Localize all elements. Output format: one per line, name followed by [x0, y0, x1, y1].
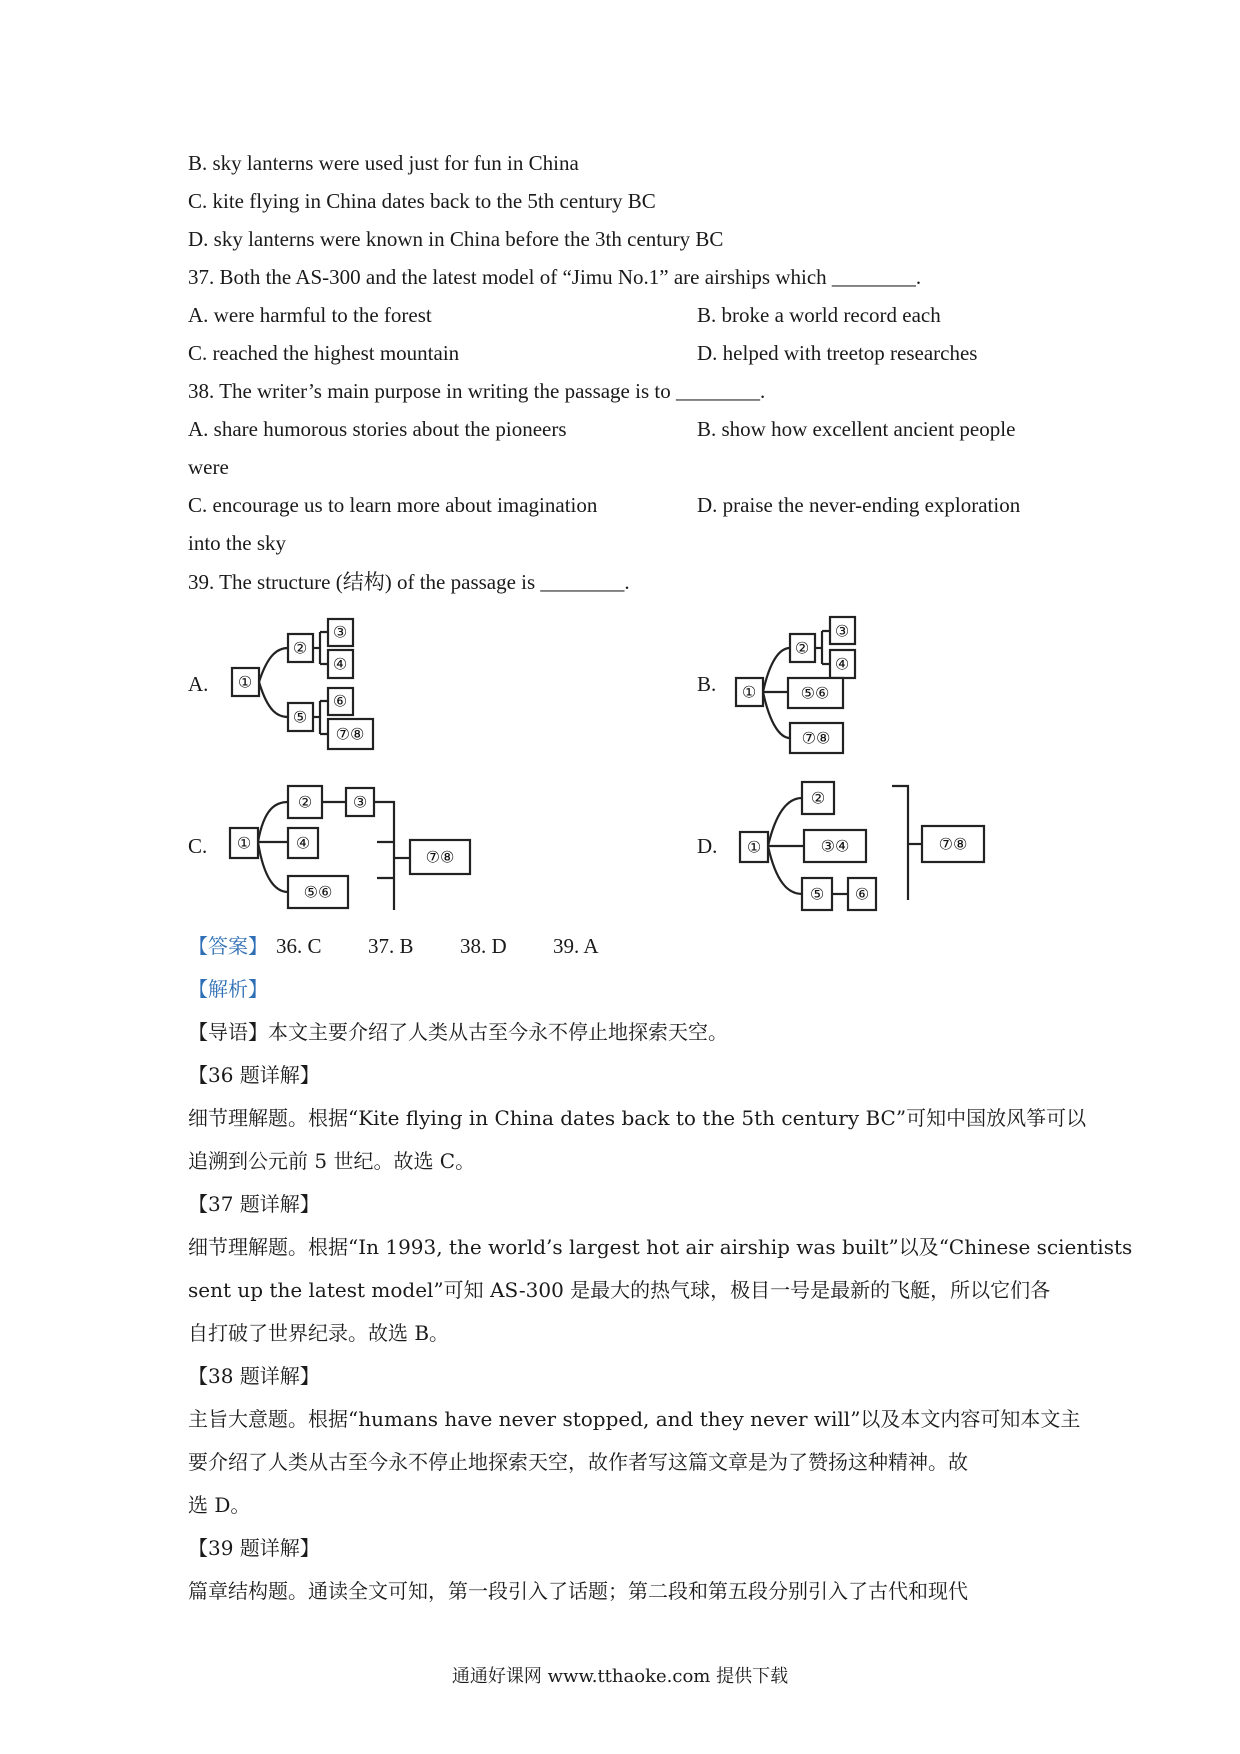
node-3: ③ — [352, 792, 368, 812]
node-4: ④ — [332, 654, 348, 674]
q36-option-b: B. sky lanterns were used just for fun in China — [188, 151, 579, 175]
q38-option-a: A. share humorous stories about the pioneers — [188, 417, 567, 441]
q37-detail-line1: 细节理解题。根据“In 1993, the world’s largest hot air airship was built”以及“Chinese scientists — [188, 1235, 1133, 1259]
q38-option-b: B. show how excellent ancient people — [697, 417, 1016, 441]
structure-diagram-d — [736, 776, 1006, 921]
analysis-tag: 【解析】 — [188, 977, 268, 1001]
structure-diagram-a — [228, 614, 388, 769]
q37-detail-head: 【37 题详解】 — [188, 1192, 320, 1216]
node-3: ③ — [332, 622, 348, 642]
q37-option-b: B. broke a world record each — [697, 303, 941, 327]
node-6: ⑥ — [332, 691, 348, 711]
structure-diagram-b — [728, 612, 888, 767]
node-34: ③④ — [820, 836, 850, 856]
node-78: ⑦⑧ — [425, 847, 455, 867]
node-3: ③ — [834, 621, 850, 641]
node-5: ⑤ — [292, 707, 308, 727]
q37-detail-line2: sent up the latest model”可知 AS-300 是最大的热气球，极目一号是最新的飞艇，所以它们各 — [188, 1278, 1051, 1302]
node-1: ① — [741, 682, 757, 702]
q36-detail-line2: 追溯到公元前 5 世纪。故选 C。 — [188, 1149, 476, 1173]
answer-37: 37. B — [368, 934, 414, 958]
q39-label-c: C. — [188, 834, 208, 858]
q38-option-b-cont: were — [188, 455, 229, 479]
node-1: ① — [237, 672, 253, 692]
q39-detail-line1: 篇章结构题。通读全文可知，第一段引入了话题；第二段和第五段分别引入了古代和现代 — [188, 1579, 968, 1603]
q37-option-c: C. reached the highest mountain — [188, 341, 460, 365]
q39-detail-head: 【39 题详解】 — [188, 1536, 320, 1560]
intro-text: 【导语】本文主要介绍了人类从古至今永不停止地探索天空。 — [188, 1020, 728, 1044]
q38-option-c-cont: into the sky — [188, 531, 286, 555]
q39-label-d: D. — [697, 834, 718, 858]
node-2: ② — [810, 788, 826, 808]
answer-39: 39. A — [553, 934, 599, 958]
q37-stem: 37. Both the AS-300 and the latest model of “Jimu No.1” are airships which ________. — [188, 265, 922, 289]
node-2: ② — [297, 792, 313, 812]
q38-detail-line1: 主旨大意题。根据“humans have never stopped, and they never will”以及本文内容可知本文主 — [188, 1407, 1081, 1431]
node-1: ① — [746, 837, 762, 857]
q39-label-b: B. — [697, 672, 717, 696]
answer-tag: 【答案】 — [188, 934, 268, 958]
q38-detail-line3: 选 D。 — [188, 1493, 251, 1517]
q38-option-d: D. praise the never-ending exploration — [697, 493, 1021, 517]
q36-detail-line1: 细节理解题。根据“Kite flying in China dates back to the 5th century BC”可知中国放风筝可以 — [188, 1106, 1087, 1130]
node-5: ⑤ — [809, 884, 825, 904]
node-2: ② — [292, 638, 308, 658]
q36-option-d: D. sky lanterns were known in China before the 3th century BC — [188, 227, 724, 251]
q38-option-c: C. encourage us to learn more about imagination — [188, 493, 598, 517]
q37-detail-line3: 自打破了世界纪录。故选 B。 — [188, 1321, 450, 1345]
node-4: ④ — [834, 654, 850, 674]
answer-38: 38. D — [460, 934, 507, 958]
node-78: ⑦⑧ — [335, 724, 365, 744]
page-footer: 通通好课网 www.tthaoke.com 提供下载 — [451, 1666, 789, 1687]
node-56: ⑤⑥ — [303, 882, 333, 902]
q37-option-d: D. helped with treetop researches — [697, 341, 978, 365]
q36-detail-head: 【36 题详解】 — [188, 1063, 320, 1087]
q38-detail-line2: 要介绍了人类从古至今永不停止地探索天空，故作者写这篇文章是为了赞扬这种精神。故 — [188, 1450, 968, 1474]
q36-option-c: C. kite flying in China dates back to the 5th century BC — [188, 189, 656, 213]
node-78: ⑦⑧ — [801, 728, 831, 748]
answer-36: 36. C — [276, 934, 322, 958]
q39-label-a: A. — [188, 672, 209, 696]
node-6: ⑥ — [854, 884, 870, 904]
node-78: ⑦⑧ — [938, 834, 968, 854]
q38-stem: 38. The writer’s main purpose in writing the passage is to ________. — [188, 379, 766, 403]
node-1: ① — [236, 833, 252, 853]
structure-diagram-c — [224, 780, 484, 925]
q37-option-a: A. were harmful to the forest — [188, 303, 432, 327]
node-2: ② — [794, 638, 810, 658]
q38-detail-head: 【38 题详解】 — [188, 1364, 320, 1388]
q39-stem: 39. The structure (结构) of the passage is ________. — [188, 570, 630, 594]
node-56: ⑤⑥ — [800, 683, 830, 703]
node-4: ④ — [295, 833, 311, 853]
